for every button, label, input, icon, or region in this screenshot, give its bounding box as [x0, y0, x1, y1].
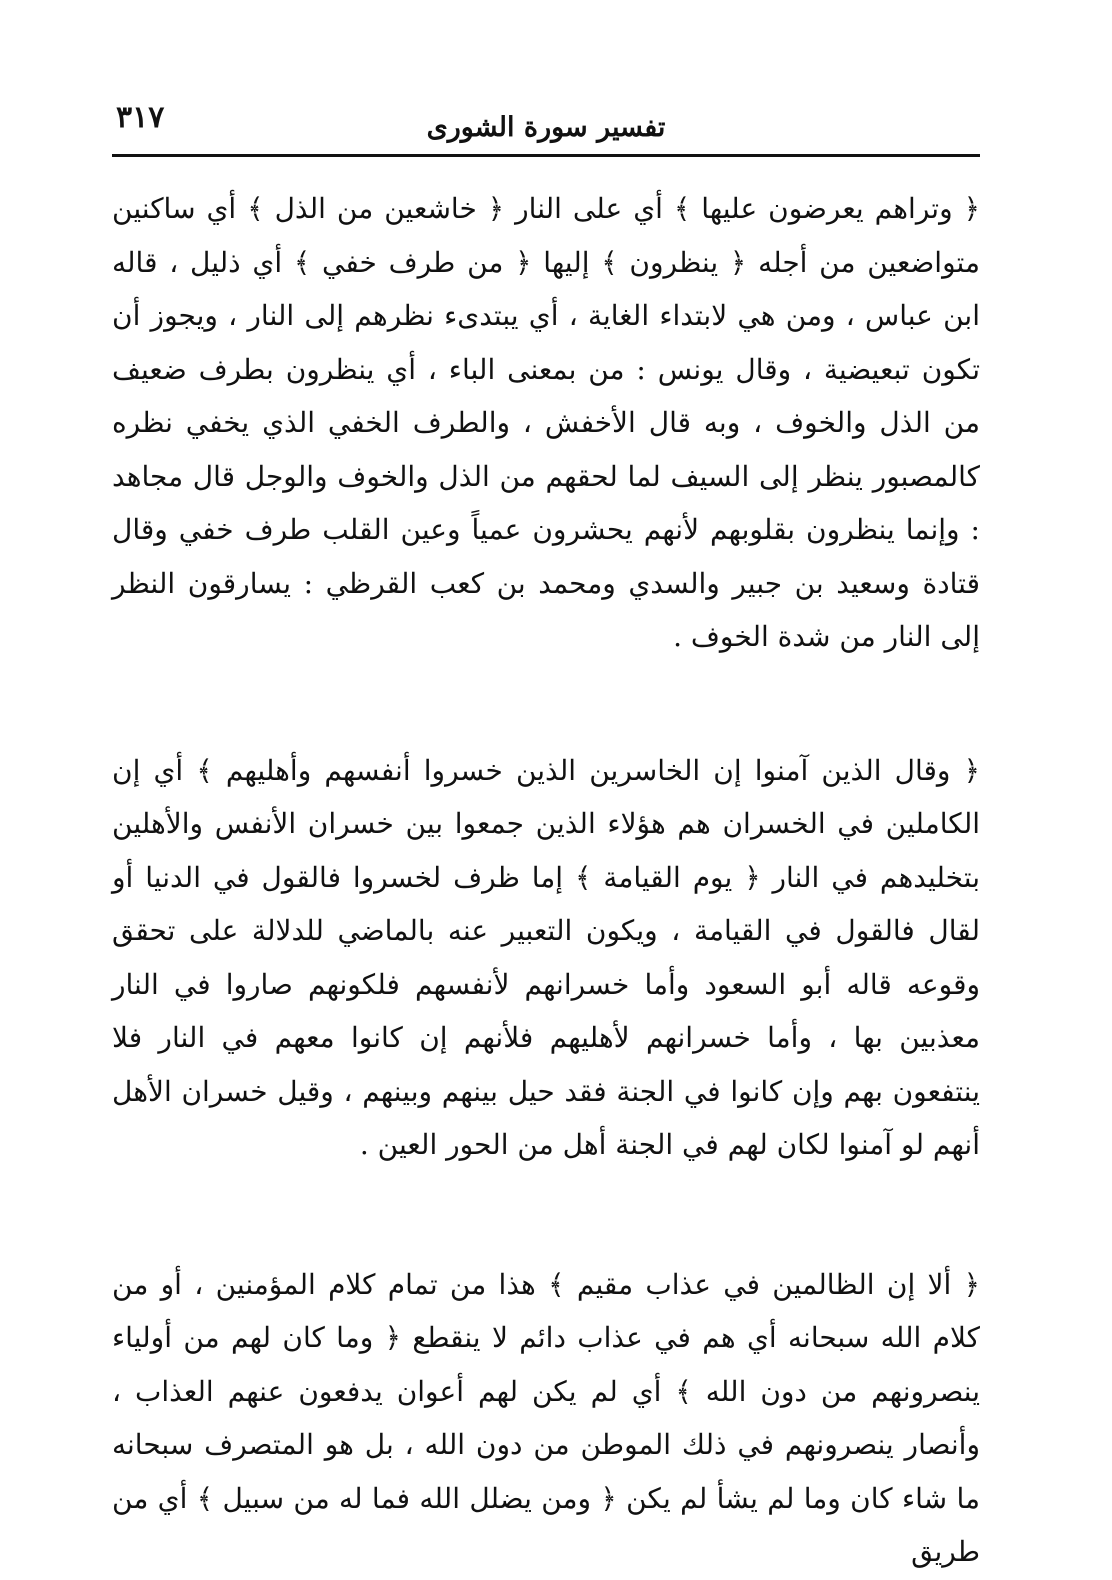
page-header — [112, 92, 980, 158]
page-number: ٣١٧ — [116, 100, 165, 135]
paragraph: ﴿ وتراهم يعرضون عليها ﴾ أي على النار ﴿ خاشعين من الذل ﴾ أي ساكنين متواضعين من أجله ﴿ ينظرون ﴾ إليها ﴿ من طرف خفي ﴾ أي ذليل ، قاله ابن عباس ، ومن هي لابتداء الغاية ، أي يبتدىء نظرهم إلى النار ، ويجوز أن تكون تبعيضية ، وقال يونس : من بمعنى الباء ، أي ينظرون بطرف ضعيف من الذل والخوف ، وبه قال الأخفش ، والطرف الخفي الذي يخفي نظره كالمصبور ينظر إلى السيف لما لحقهم من الذل والخوف والوجل قال مجاهد : وإنما ينظرون بقلوبهم لأنهم يحشرون عمياً وعين القلب طرف خفي وقال قتادة وسعيد بن جبير والسدي ومحمد بن كعب القرظي : يسارقون النظر إلى النار من شدة الخوف . — [112, 192, 980, 653]
paragraph: ﴿ وقال الذين آمنوا إن الخاسرين الذين خسروا أنفسهم وأهليهم ﴾ أي إن الكاملين في الخسران هم هؤلاء الذين جمعوا بين خسران الأنفس والأهلين بتخليدهم في النار ﴿ يوم القيامة ﴾ إما ظرف لخسروا فالقول في الدنيا أو لقال فالقول في القيامة ، ويكون التعبير عنه بالماضي للدلالة على تحقق وقوعه قاله أبو السعود وأما خسرانهم لأنفسهم فلكونهم صاروا في النار معذبين بها ، وأما خسرانهم لأهليهم فلأنهم إن كانوا معهم في النار فلا ينتفعون بهم وإن كانوا في الجنة فقد حيل بينهم وبينهم ، وقيل خسران الأهل أنهم لو آمنوا لكان لهم في الجنة أهل من الحور العين . — [112, 753, 980, 1161]
running-title: تفسير سورة الشورى — [426, 112, 666, 143]
header-divider — [112, 154, 980, 157]
paragraph: ﴿ ألا إن الظالمين في عذاب مقيم ﴾ هذا من تمام كلام المؤمنين ، أو من كلام الله سبحانه أي هم في عذاب دائم لا ينقطع ﴿ وما كان لهم من أولياء ينصرونهم من دون الله ﴾ أي لم يكن لهم أعوان يدفعون عنهم العذاب ، وأنصار ينصرونهم في ذلك الموطن من دون الله ، بل هو المتصرف سبحانه ما شاء كان وما لم يشأ لم يكن ﴿ ومن يضلل الله فما له من سبيل ﴾ أي من طريق — [112, 1267, 980, 1568]
page-body — [112, 182, 980, 1579]
